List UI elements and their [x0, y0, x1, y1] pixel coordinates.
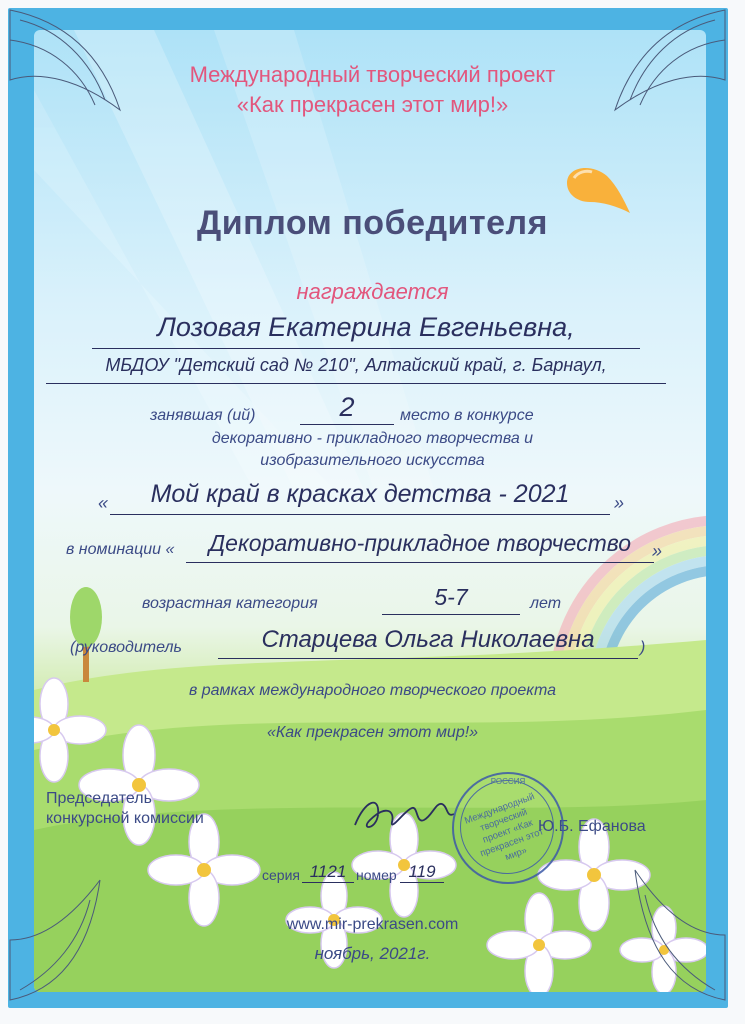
supervisor-value: Старцева Ольга Николаевна: [218, 626, 638, 659]
series-value: 1121: [302, 862, 354, 883]
issue-date: ноябрь, 2021г.: [314, 944, 431, 963]
stamp-ring-text: РОССИЯ: [490, 777, 526, 786]
placement-prefix: занявшая (ий): [150, 407, 256, 424]
placement-suffix: место в конкурсе: [400, 407, 534, 424]
age-value: 5-7: [382, 584, 520, 615]
chair-label-line-1: Председатель: [46, 790, 152, 807]
awarded-label: награждается: [296, 279, 449, 304]
placement-line-2: декоративно - прикладного творчества и: [211, 430, 534, 447]
diploma-title: Диплом победителя: [197, 204, 548, 242]
contest-close-quote: »: [614, 493, 625, 513]
nomination-close-quote: »: [652, 541, 663, 561]
project-name-line-1: Международный творческий проект: [189, 62, 556, 87]
recipient-institution: МБДОУ "Детский сад № 210", Алтайский край, г. Барнаул,: [46, 355, 666, 384]
supervisor-label: (руководитель: [70, 639, 182, 656]
nomination-label: в номинации «: [66, 541, 175, 558]
project-name-line-2: «Как прекрасен этот мир!»: [236, 92, 509, 117]
number-label: номер: [356, 867, 397, 883]
website: www.mir-prekrasen.com: [286, 916, 459, 933]
corner-ornament-bottom-right: [620, 860, 735, 1010]
place-value: 2: [300, 392, 394, 425]
nomination-value: Декоративно-прикладное творчество: [186, 530, 654, 563]
corner-ornament-bottom-left: [0, 870, 110, 1010]
official-stamp: [452, 772, 564, 884]
placement-line-3: изобразительного искусства: [260, 452, 485, 469]
supervisor-close: ): [640, 639, 646, 656]
handwritten-signature: [350, 790, 460, 840]
chair-label-line-2: конкурсной комиссии: [46, 810, 204, 827]
contest-name: Мой край в красках детства - 2021: [110, 480, 610, 515]
contest-open-quote: «: [98, 493, 109, 513]
signer-name: Ю.Б. Ефанова: [538, 818, 646, 835]
series-label: серия: [262, 867, 300, 883]
framework-line-1: в рамках международного творческого проекта: [188, 682, 557, 699]
framework-line-2: «Как прекрасен этот мир!»: [266, 724, 479, 741]
age-label: возрастная категория: [142, 595, 318, 612]
stamp-text: Международный творческий проект «Как прекрасен этот мир»: [463, 791, 546, 864]
recipient-name: Лозовая Екатерина Евгеньевна,: [92, 312, 640, 349]
number-value: 119: [400, 862, 444, 883]
age-suffix: лет: [530, 595, 562, 612]
